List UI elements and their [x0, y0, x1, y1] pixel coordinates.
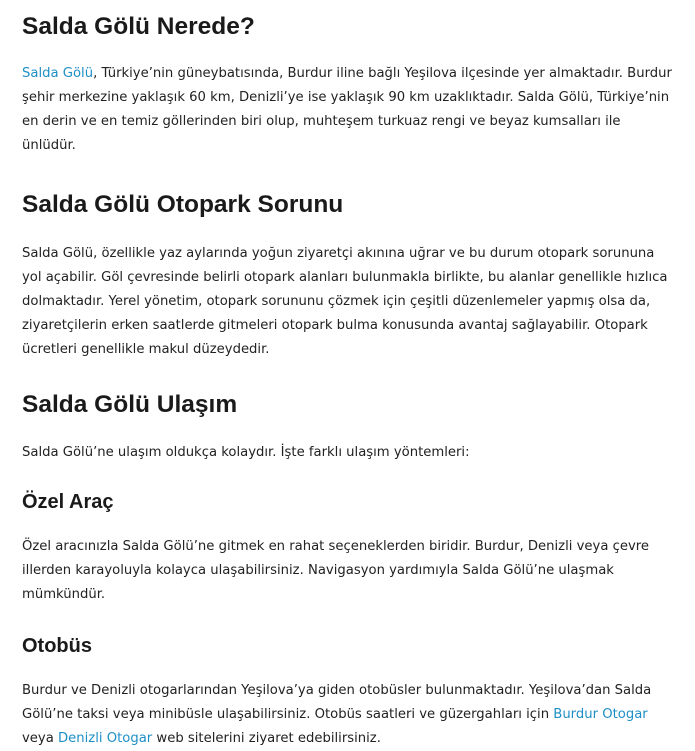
paragraph-nerede	[22, 62, 673, 158]
denizli-otogar-link[interactable]: Denizli Otogar	[58, 731, 153, 746]
paragraph-otobus-text-2: veya	[22, 731, 58, 746]
paragraph-otobus-text-1: Burdur ve Denizli otogarlarından Yeşilova’ya giden otobüsler bulunmaktadır. Yeşilova’dan Salda Gölü’ne taksi veya minibüsle ulaşabilirsiniz. Otobüs saatleri ve güzergahları için	[22, 683, 652, 722]
paragraph-otobus-text-3: web sitelerini ziyaret edebilirsiniz.	[152, 731, 381, 746]
paragraph-otobus	[22, 679, 673, 751]
subheading-ozel-arac: Özel Araç	[22, 491, 114, 513]
section-heading-ulasim: Salda Gölü Ulaşım	[22, 391, 238, 418]
salda-golu-link[interactable]: Salda Gölü	[22, 66, 94, 81]
section-heading-nerede: Salda Gölü Nerede?	[22, 13, 255, 40]
paragraph-otopark: Salda Gölü, özellikle yaz aylarında yoğun ziyaretçi akınına uğrar ve bu durum otopark sorununa yol açabilir. Göl çevresinde belirli otopark alanları bulunmakla birlikte, bu alanlar genellikle hızlıca dolmaktadır. Yerel yönetim, otopark sorununu çözmek için çeşitli düzenlemeler yapmış olsa da, ziyaretçilerin erken saatlerde gitmeleri otopark bulma konusunda avantaj sağlayabilir. Otopark ücretleri genellikle makul düzeydedir.	[22, 246, 668, 357]
subheading-otobus: Otobüs	[22, 635, 92, 657]
paragraph-ozel-arac: Özel aracınızla Salda Gölü’ne gitmek en rahat seçeneklerden biridir. Burdur, Denizli veya çevre illerden karayoluyla kolayca ulaşabilirsiniz. Navigasyon yardımıyla Salda Gölü’ne ulaşmak mümkündür.	[22, 539, 650, 602]
section-heading-otopark: Salda Gölü Otopark Sorunu	[22, 191, 344, 218]
paragraph-ulasim: Salda Gölü’ne ulaşım oldukça kolaydır. İşte farklı ulaşım yöntemleri:	[22, 445, 470, 460]
paragraph-nerede-text: , Türkiye’nin güneybatısında, Burdur iline bağlı Yeşilova ilçesinde yer almaktadır. Burdur şehir merkezine yaklaşık 60 km, Denizli’ye ise yaklaşık 90 km uzaklıktadır. Salda Gölü, Türkiye’nin en derin ve en temiz göllerinden biri olup, muhteşem turkuaz rengi ve beyaz kumsalları ile ünlüdür.	[22, 66, 672, 153]
burdur-otogar-link[interactable]: Burdur Otogar	[553, 707, 648, 722]
